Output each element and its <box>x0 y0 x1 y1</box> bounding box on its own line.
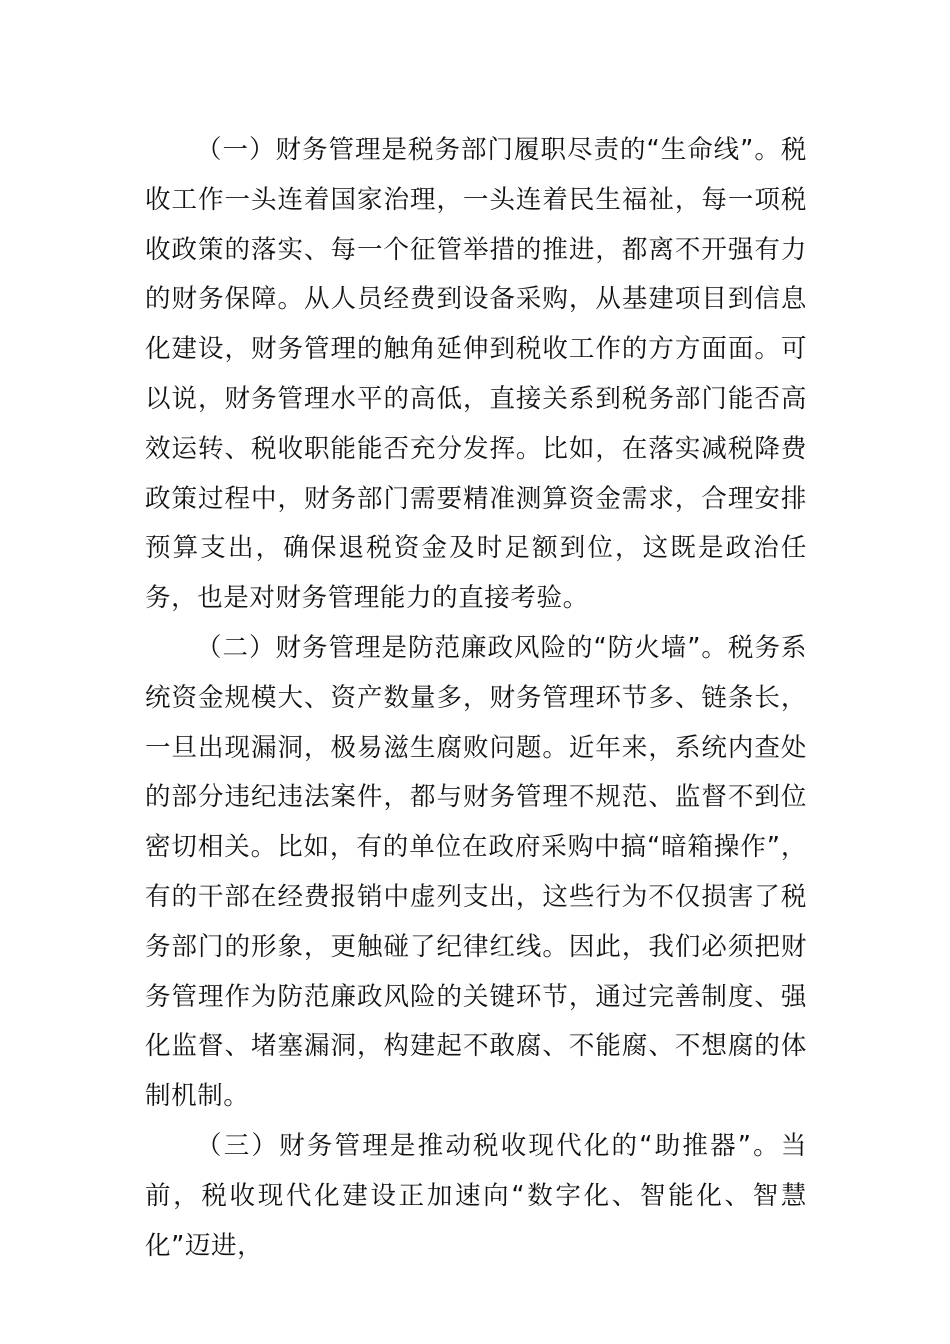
document-body <box>145 126 807 1271</box>
paragraph-3: （三）财务管理是推动税收现代化的“助推器”。当前，税收现代化建设正加速向“数字化、智能化、智慧化”迈进， <box>145 1130 807 1261</box>
paragraph-2: （二）财务管理是防范廉政风险的“防火墙”。税务系统资金规模大、资产数量多，财务管理环节多、链条长，一旦出现漏洞，极易滋生腐败问题。近年来，系统内查处的部分违纪违法案件，都与财务管理不规范、监督不到位密切相关。比如，有的单位在政府采购中搞“暗箱操作”，有的干部在经费报销中虚列支出，这些行为不仅损害了税务部门的形象，更触碰了纪律红线。因此，我们必须把财务管理作为防范廉政风险的关键环节，通过完善制度、强化监督、堵塞漏洞，构建起不敢腐、不能腐、不想腐的体制机制。 <box>145 632 807 1112</box>
paragraph-1: （一）财务管理是税务部门履职尽责的“生命线”。税收工作一头连着国家治理，一头连着民生福祉，每一项税收政策的落实、每一个征管举措的推进，都离不开强有力的财务保障。从人员经费到设备采购，从基建项目到信息化建设，财务管理的触角延伸到税收工作的方方面面。可以说，财务管理水平的高低，直接关系到税务部门能否高效运转、税收职能能否充分发挥。比如，在落实减税降费政策过程中，财务部门需要精准测算资金需求，合理安排预算支出，确保退税资金及时足额到位，这既是政治任务，也是对财务管理能力的直接考验。 <box>145 135 807 614</box>
